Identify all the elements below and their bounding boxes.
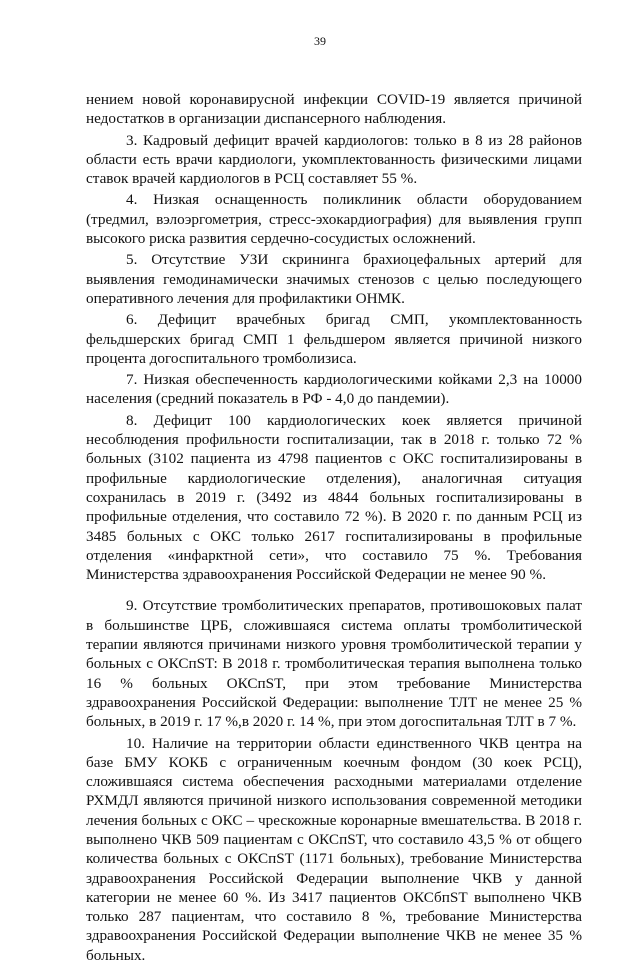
paragraph-8: 8. Дефицит 100 кардиологических коек является причиной несоблюдения профильности госпитализации, так в 2018 г. только 72 % больных (3102 пациента из 4798 пациентов с ОКС госпитализированы в профильные кардиологические отделения), аналогичная ситуация сохранилась в 2019 г. (3492 из 4844 больных госпитализированы в профильные отделения, что составило 72 %). В 2020 г. по данным РСЦ из 3485 больных с ОКС только 2617 госпитализированы в профильные отделения «инфарктной сети», что составило 75 %. Требования Министерства здравоохранения Российской Федерации не менее 90 %. [86, 411, 582, 584]
paragraph-6: 6. Дефицит врачебных бригад СМП, укомплектованность фельдшерских бригад СМП 1 фельдшером является причиной низкого процента догоспитального тромболизиса. [86, 311, 582, 367]
paragraph-4: 4. Низкая оснащенность поликлиник области оборудованием (тредмил, вэлоэргометрия, стресс-эхокардиография) для выявления групп высокого риска развития сердечно-сосудистых осложнений. [86, 191, 582, 248]
paragraph-3: 3. Кадровый дефицит врачей кардиологов: только в 8 из 28 районов области есть врачи кардиологи, укомплектованность физическими лицами ставок врачей кардиологов в РСЦ составляет 55 %. [86, 131, 582, 188]
paragraph-continuation: нением новой коронавирусной инфекции COVID-19 является причиной недостатков в организации диспансерного наблюдения. [86, 91, 582, 128]
page-number: 39 [314, 34, 326, 48]
paragraph-5: 5. Отсутствие УЗИ скрининга брахиоцефальных артерий для выявления гемодинамически значимых стенозов с целью последующего оперативного лечения для профилактики ОНМК. [86, 251, 582, 307]
document-body [86, 90, 582, 967]
paragraph-10: 10. Наличие на территории области единственного ЧКВ центра на базе БМУ КОКБ с ограниченным коечным фондом (30 коек РСЦ), сложившаяся система обеспечения расходными материалами отделение РХМДЛ являются причиной низкого использования современной методики лечения больных с ОКС – чрескожные коронарные вмешательства. В 2018 г. выполнено ЧКВ 509 пациентам с ОКСпST, что составило 43,5 % от общего количества больных с ОКСпST (1171 больных), требование Министерства здравоохранения Российской Федерации выполнение ЧКВ у данной категории не менее 60 %. Из 3417 пациентов ОКСбпST выполнено ЧКВ только 287 пациентам, что составило 8 %, требование Министерства здравоохранения Российской Федерации выполнение ЧКВ не менее 35 % больных. [86, 734, 582, 964]
paragraph-7: 7. Низкая обеспеченность кардиологическими койками 2,3 на 10000 населения (средний показатель в РФ - 4,0 до пандемии). [86, 371, 582, 408]
paragraph-9: 9. Отсутствие тромболитических препаратов, противошоковых палат в большинстве ЦРБ, сложившаяся система оплаты тромболитической терапии являются причинами низкого уровня тромболитической терапии у больных с ОКСпST: В 2018 г. тромболитическая терапия выполнена только 16 % больных ОКСпST, при этом требование Министерства здравоохранения Российской Федерации: выполнение ТЛТ не менее 25 % больных, в 2019 г. 17 %,в 2020 г. 14 %, при этом догоспитальная ТЛТ в 7 %. [86, 597, 582, 731]
